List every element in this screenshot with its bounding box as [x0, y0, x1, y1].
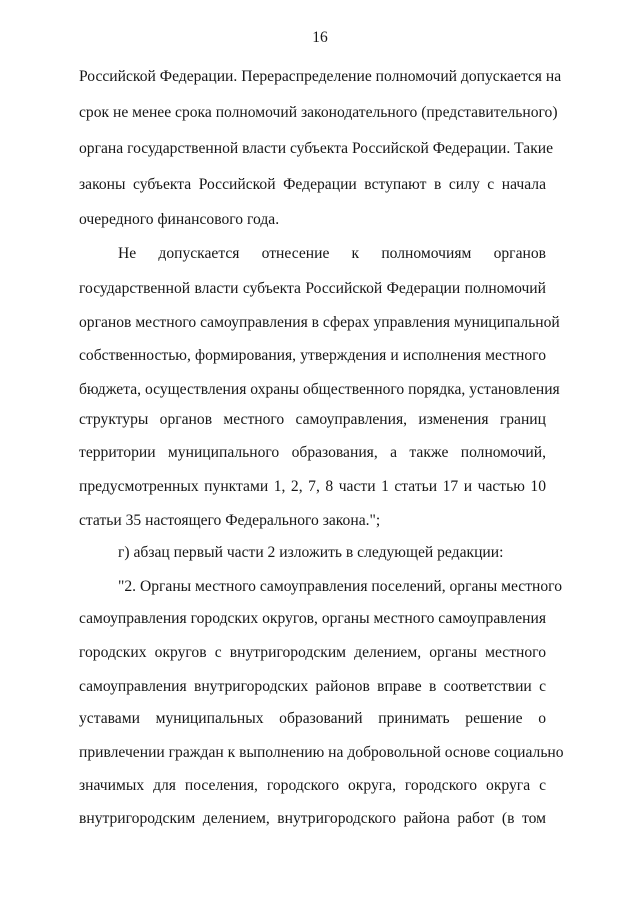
- text-line: "2. Органы местного самоуправления поселений, органы местного: [118, 578, 562, 595]
- text-line: г) абзац первый части 2 изложить в следующей редакции:: [118, 544, 504, 561]
- text-line: очередного финансового года.: [79, 211, 280, 228]
- text-line: Не допускается отнесение к полномочиям органов: [118, 245, 546, 262]
- text-line: городских округов с внутригородским делением, органы местного: [79, 644, 546, 661]
- text-line: органа государственной власти субъекта Российской Федерации. Такие: [79, 140, 554, 157]
- text-line: структуры органов местного самоуправления, изменения границ: [79, 411, 546, 428]
- text-line: законы субъекта Российской Федерации вступают в силу с начала: [79, 176, 546, 193]
- text-line: самоуправления внутригородских районов вправе в соответствии с: [79, 678, 546, 695]
- text-line: предусмотренных пунктами 1, 2, 7, 8 части 1 статьи 17 и частью 10: [79, 478, 546, 495]
- text-line: собственностью, формирования, утверждения и исполнения местного: [79, 347, 546, 364]
- page-number: 16: [312, 29, 328, 46]
- text-line: значимых для поселения, городского округа, городского округа с: [79, 777, 546, 794]
- text-line: внутригородским делением, внутригородского района работ (в том: [79, 810, 546, 827]
- text-line: привлечении граждан к выполнению на добровольной основе социально: [79, 744, 564, 761]
- text-line: государственной власти субъекта Российской Федерации полномочий: [79, 280, 546, 297]
- text-line: бюджета, осуществления охраны общественного порядка, установления: [79, 381, 560, 398]
- text-line: территории муниципального образования, а также полномочий,: [79, 444, 546, 461]
- text-line: срок не менее срока полномочий законодательного (представительного): [79, 104, 558, 121]
- text-line: Российской Федерации. Перераспределение полномочий допускается на: [79, 68, 562, 85]
- text-line: самоуправления городских округов, органы местного самоуправления: [79, 610, 546, 627]
- text-line: уставами муниципальных образований принимать решение о: [79, 710, 546, 727]
- text-line: статьи 35 настоящего Федерального закона.";: [79, 512, 381, 529]
- text-line: органов местного самоуправления в сферах управления муниципальной: [79, 314, 560, 331]
